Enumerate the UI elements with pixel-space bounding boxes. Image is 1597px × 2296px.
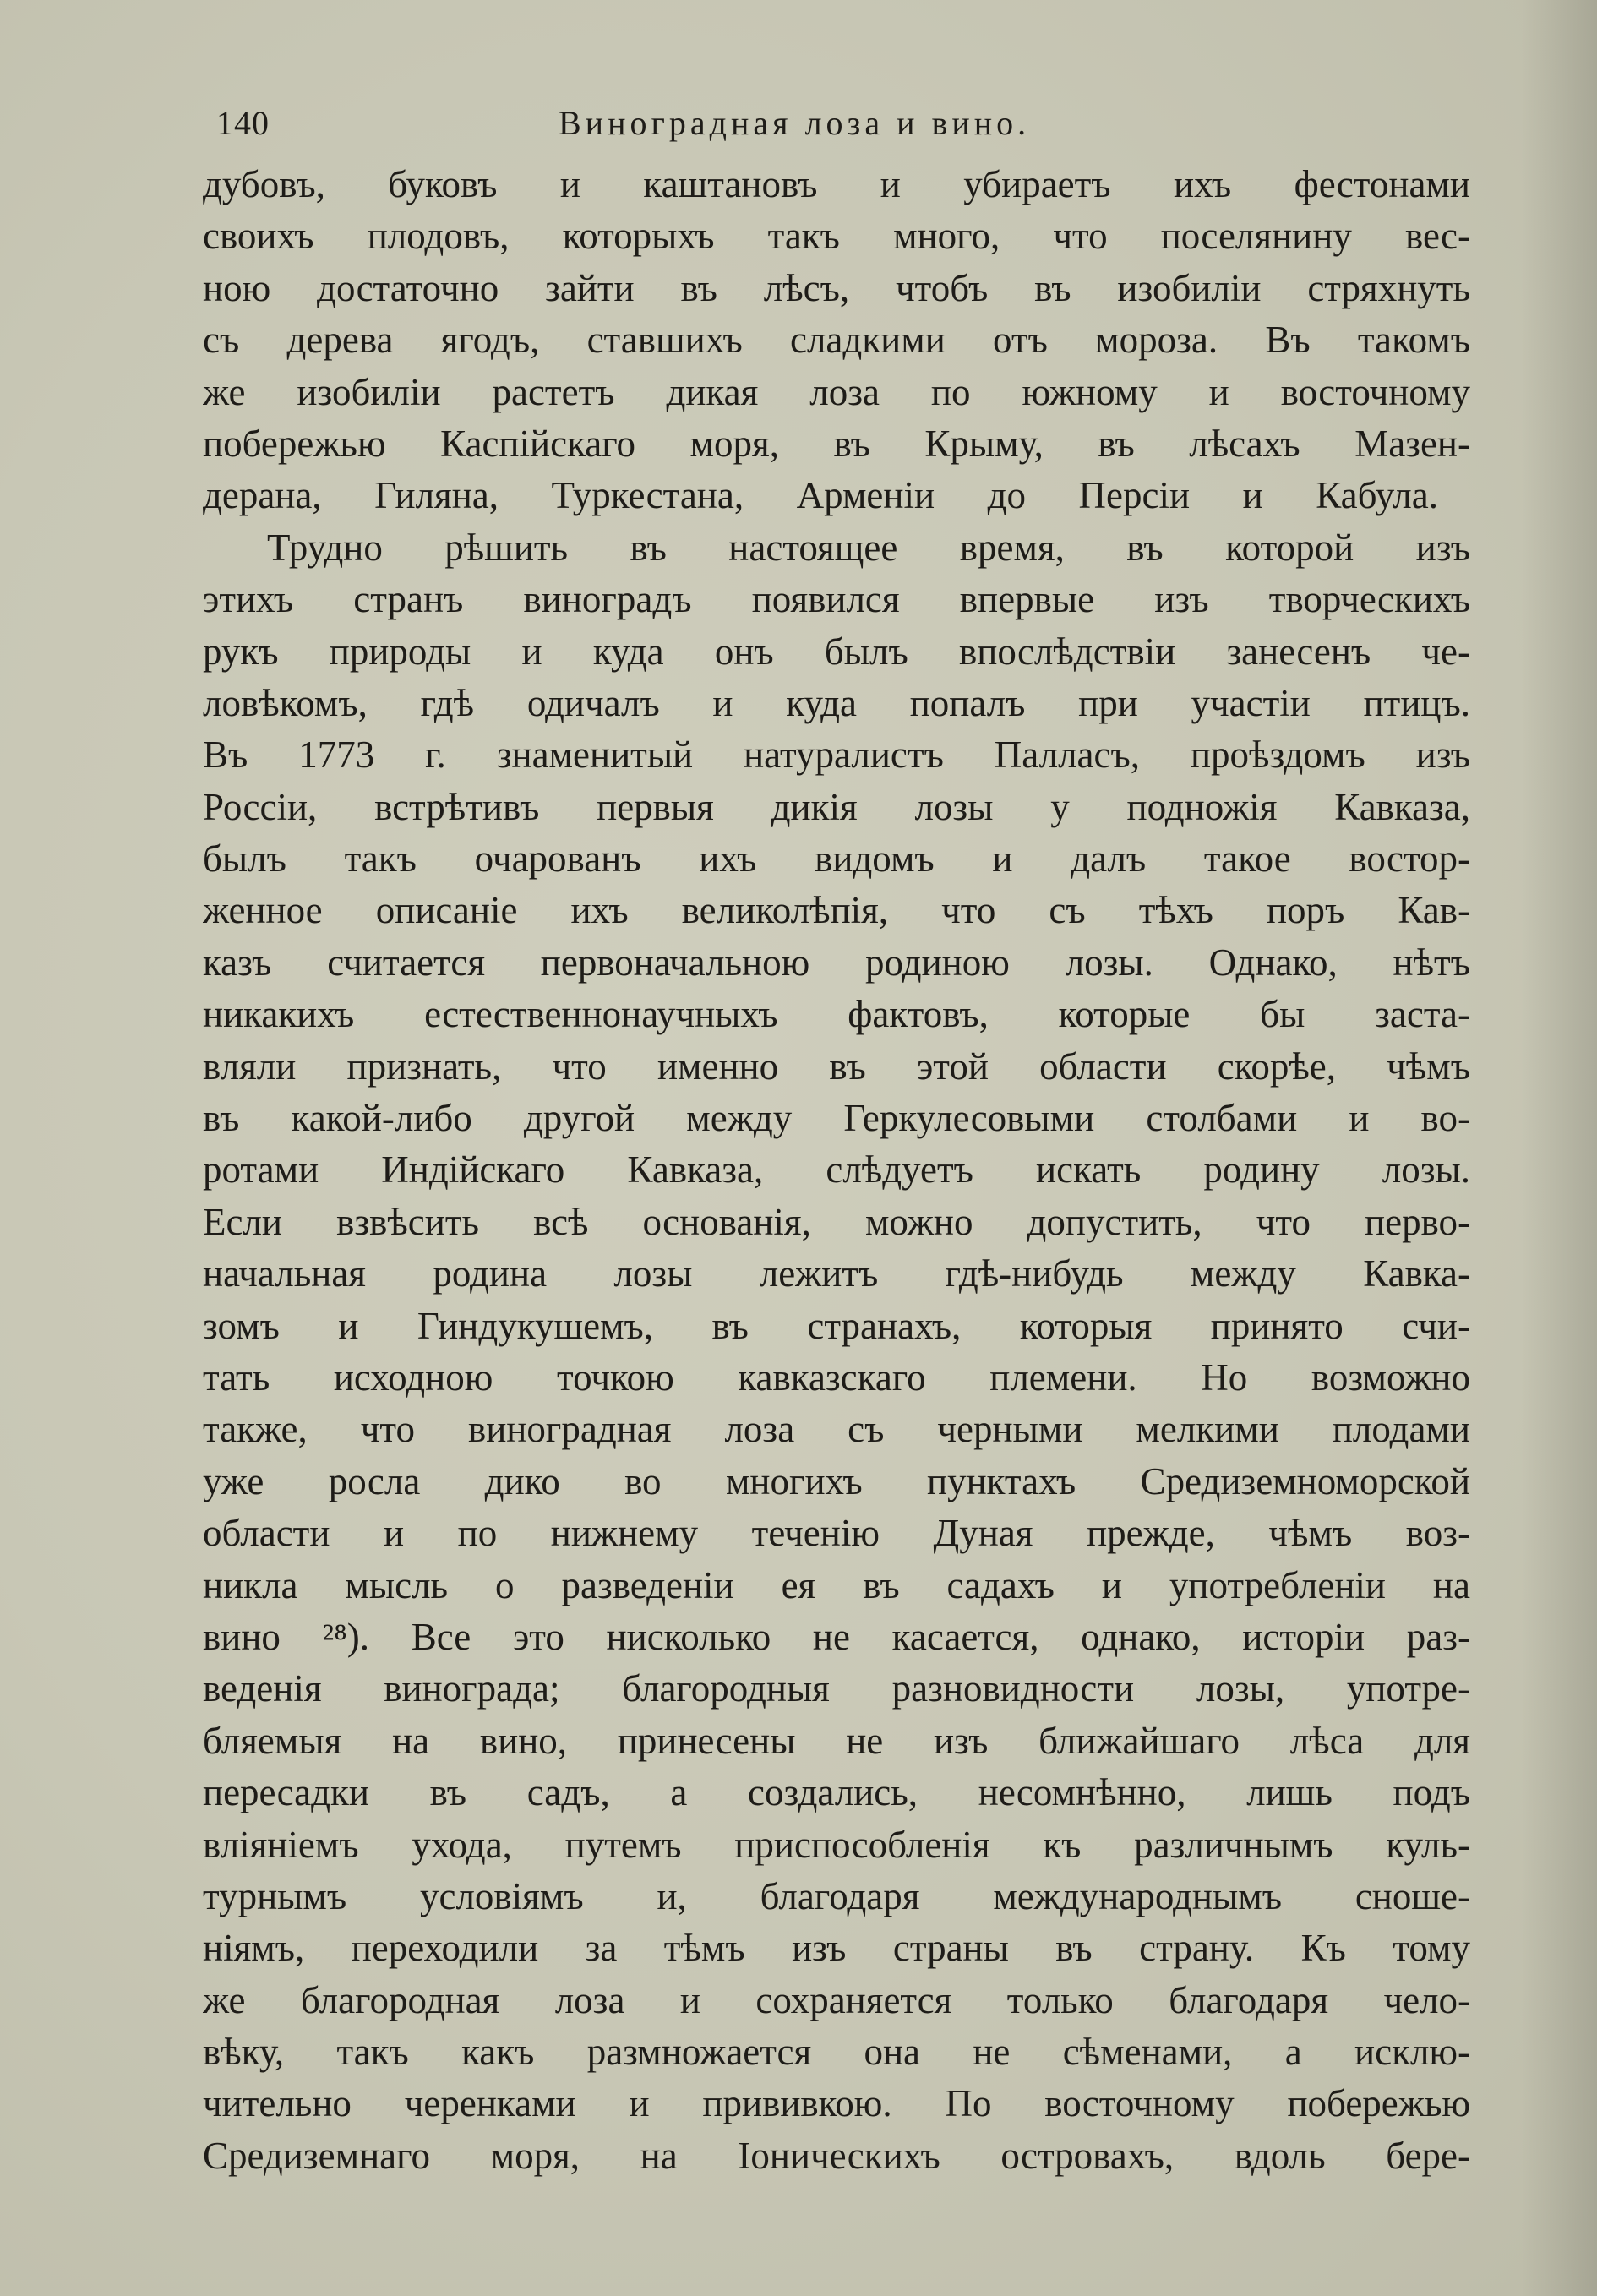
text-line: своихъ плодовъ, которыхъ такъ много, что поселянину вес- bbox=[203, 215, 1470, 258]
text-line: Если взвѣсить всѣ основанія, можно допустить, что перво- bbox=[203, 1200, 1470, 1243]
page-edge-shadow bbox=[1521, 0, 1597, 2296]
text-line: никла мысль о разведеніи ея въ садахъ и употребленіи на bbox=[203, 1563, 1470, 1606]
text-line: же благородная лоза и сохраняется только благодаря чело- bbox=[203, 1978, 1470, 2021]
text-line: съ дерева ягодъ, ставшихъ сладкими отъ мороза. Въ такомъ bbox=[203, 319, 1470, 362]
text-line: бляемыя на вино, принесены не изъ ближайшаго лѣса для bbox=[203, 1719, 1470, 1762]
text-line: начальная родина лозы лежитъ гдѣ-нибудь между Кавка- bbox=[203, 1252, 1470, 1295]
text-line: веденія винограда; благородныя разновидности лозы, употре- bbox=[203, 1667, 1470, 1710]
text-line: дерана, Гиляна, Туркестана, Арменіи до Персіи и Кабула. bbox=[203, 474, 1438, 517]
text-line: побережью Каспійскаго моря, въ Крыму, въ лѣсахъ Мазен- bbox=[203, 422, 1470, 465]
text-line: женное описаніе ихъ великолѣпія, что съ тѣхъ поръ Кав- bbox=[203, 889, 1470, 932]
text-line: ловѣкомъ, гдѣ одичалъ и куда попалъ при участіи птицъ. bbox=[203, 681, 1470, 724]
text-line: Россіи, встрѣтивъ первыя дикія лозы у подножія Кавказа, bbox=[203, 785, 1470, 828]
text-line: ною достаточно зайти въ лѣсъ, чтобъ въ изобиліи стряхнуть bbox=[203, 266, 1470, 309]
paragraph-first-line: Трудно рѣшить въ настоящее время, въ которой изъ bbox=[267, 526, 1470, 569]
text-line: турнымъ условіямъ и, благодаря международнымъ сноше- bbox=[203, 1874, 1470, 1917]
text-line: вѣку, такъ какъ размножается она не сѣменами, а исклю- bbox=[203, 2031, 1470, 2074]
text-line: былъ такъ очарованъ ихъ видомъ и далъ такое востор- bbox=[203, 837, 1470, 881]
text-line: въ какой-либо другой между Геркулесовыми столбами и во- bbox=[203, 1097, 1470, 1140]
body-text bbox=[203, 159, 1470, 2182]
text-line: также, что виноградная лоза съ черными мелкими плодами bbox=[203, 1408, 1470, 1451]
text-line: чительно черенками и прививкою. По восточному побережью bbox=[203, 2082, 1470, 2125]
text-line: рукъ природы и куда онъ былъ впослѣдствіи занесенъ че- bbox=[203, 630, 1470, 673]
text-line: области и по нижнему теченію Дуная прежде, чѣмъ воз- bbox=[203, 1512, 1470, 1555]
text-line: уже росла дико во многихъ пунктахъ Средиземноморской bbox=[203, 1459, 1470, 1502]
text-line: ніямъ, переходили за тѣмъ изъ страны въ страну. Къ тому bbox=[203, 1927, 1470, 1970]
text-line: ротами Индійскаго Кавказа, слѣдуетъ искать родину лозы. bbox=[203, 1148, 1470, 1192]
text-line: же изобиліи растетъ дикая лоза по южному и восточному bbox=[203, 370, 1470, 413]
page-header bbox=[216, 91, 1450, 150]
page-number: 140 bbox=[216, 104, 270, 142]
text-line: тать исходною точкою кавказскаго племени. Но возможно bbox=[203, 1355, 1470, 1399]
text-line: дубовъ, буковъ и каштановъ и убираетъ ихъ фестонами bbox=[203, 163, 1470, 205]
text-line: зомъ и Гиндукушемъ, въ странахъ, которыя принято счи- bbox=[203, 1304, 1470, 1347]
running-title: Виноградная лоза и вино. bbox=[559, 104, 1031, 142]
text-line: никакихъ естественнонаучныхъ фактовъ, которые бы заста- bbox=[203, 993, 1470, 1036]
text-line-with-footnote: вино ²⁸). Все это нисколько не касается, однако, исторіи раз- bbox=[203, 1615, 1470, 1658]
text-line: казъ считается первоначальною родиною лозы. Однако, нѣтъ bbox=[203, 941, 1470, 984]
text-line: Средиземнаго моря, на Іоническихъ островахъ, вдоль бере- bbox=[203, 2134, 1470, 2177]
text-line: вляли признать, что именно въ этой области скорѣе, чѣмъ bbox=[203, 1044, 1470, 1088]
text-line: пересадки въ садъ, а создались, несомнѣнно, лишь подъ bbox=[203, 1771, 1470, 1814]
text-line: Въ 1773 г. знаменитый натуралистъ Палласъ, проѣздомъ изъ bbox=[203, 734, 1470, 777]
text-line: этихъ странъ виноградъ появился впервые изъ творческихъ bbox=[203, 578, 1470, 621]
text-line: вліяніемъ ухода, путемъ приспособленія къ различнымъ куль- bbox=[203, 1823, 1470, 1866]
